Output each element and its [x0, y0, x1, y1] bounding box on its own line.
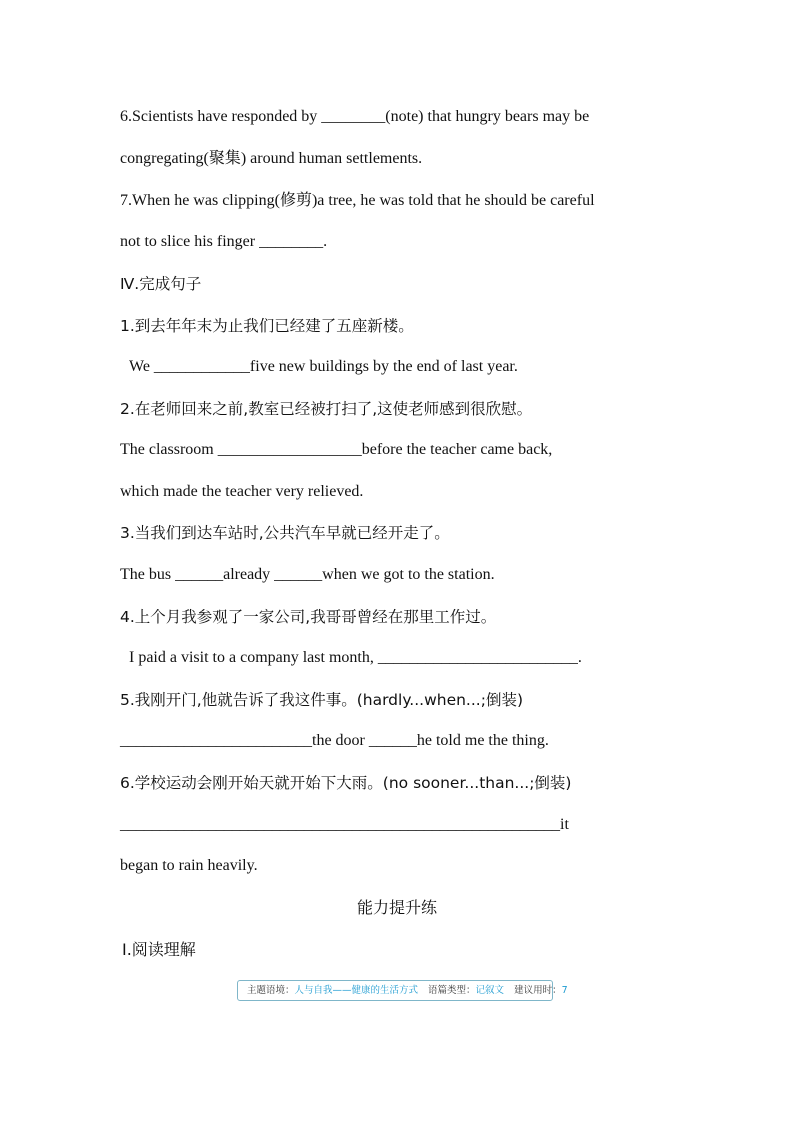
sentence-3-english: The bus ______already ______when we got to the station.: [120, 566, 495, 583]
sentence-5-english: ________________________the door ______he told me the thing.: [120, 732, 549, 749]
sentence-6-english-line-1: _______________________________________________________it: [120, 816, 569, 833]
topic-info-banner: [237, 980, 568, 1001]
time-value: 7: [561, 985, 568, 996]
type-label: 语篇类型：: [428, 985, 476, 996]
section-title: 能力提升练: [356, 898, 437, 917]
sentence-2-chinese: 2.在老师回来之前,教室已经被打扫了,这使老师感到很欣慰。: [120, 400, 533, 418]
question-7-line-2: not to slice his finger ________.: [120, 233, 328, 250]
section-heading-iv: Ⅳ.完成句子: [120, 275, 202, 293]
type-value: 记叙文: [475, 985, 505, 996]
sentence-6-chinese: 6.学校运动会刚开始天就开始下大雨。(no sooner...than...;倒装): [120, 774, 572, 792]
sentence-2-english-line-2: which made the teacher very relieved.: [120, 483, 364, 500]
sentence-5-chinese: 5.我刚开门,他就告诉了我这件事。(hardly...when...;倒装): [120, 691, 523, 709]
sentence-1-english: We ____________five new buildings by the end of last year.: [129, 358, 518, 375]
question-7-line-1: 7.When he was clipping(修剪)a tree, he was told that he should be careful: [120, 192, 595, 209]
subsection-title: Ⅰ.阅读理解: [122, 940, 196, 959]
sentence-4-english: I paid a visit to a company last month, _________________________.: [129, 649, 582, 666]
question-6-line-1: 6.Scientists have responded by ________(note) that hungry bears may be: [120, 108, 590, 125]
sentence-3-chinese: 3.当我们到达车站时,公共汽车早就已经开走了。: [120, 524, 450, 542]
sentence-2-english-line-1: The classroom __________________before the teacher came back,: [120, 441, 553, 458]
time-label: 建议用时：: [514, 985, 562, 996]
theme-value: 人与自我——健康的生活方式: [294, 985, 419, 996]
sentence-6-english-line-2: began to rain heavily.: [120, 857, 258, 874]
question-6-line-2: congregating(聚集) around human settlements.: [120, 150, 423, 167]
sentence-4-chinese: 4.上个月我参观了一家公司,我哥哥曾经在那里工作过。: [120, 608, 497, 626]
sentence-1-chinese: 1.到去年年末为止我们已经建了五座新楼。: [120, 317, 414, 335]
theme-label: 主题语境：: [247, 985, 295, 996]
